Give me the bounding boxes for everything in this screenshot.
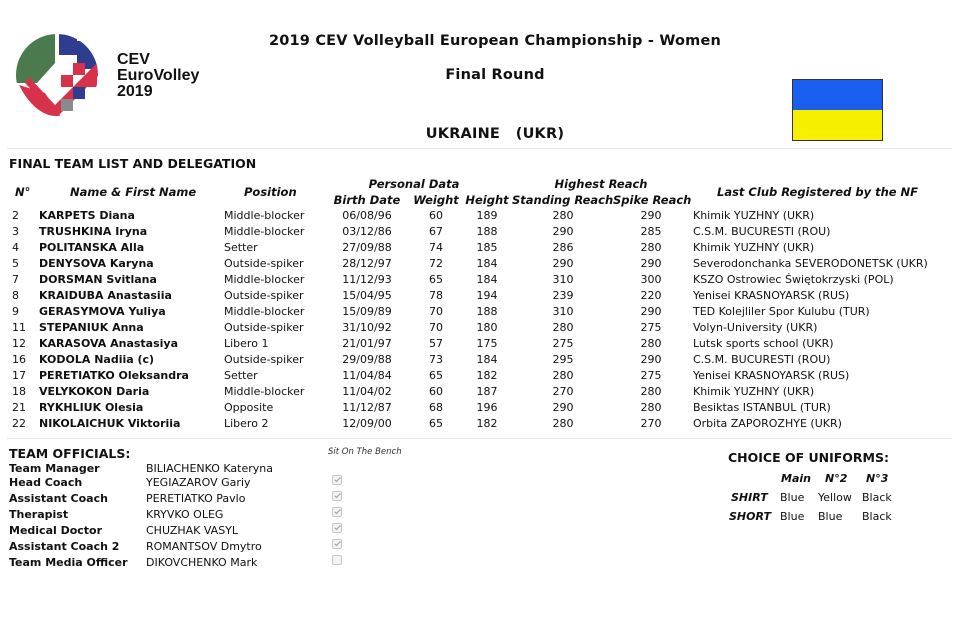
uniform-shirt-label: SHIRT: [731, 491, 768, 504]
player-name: KRAIDUBA Anastasiia: [39, 289, 172, 302]
player-standing-reach: 310: [552, 305, 574, 318]
official-role: Team Manager: [9, 462, 100, 475]
header-birth-date: Birth Date: [333, 193, 401, 207]
sit-on-bench-checkbox[interactable]: [332, 491, 342, 501]
player-birth-date: 03/12/86: [342, 225, 392, 238]
player-weight: 78: [429, 289, 443, 302]
player-number: 12: [12, 337, 26, 350]
header-standing-reach: Standing Reach: [512, 193, 614, 207]
player-name: KODOLA Nadiia (c): [39, 353, 155, 366]
table-row: [0, 384, 957, 400]
player-position: Libero 2: [224, 417, 269, 430]
player-weight: 70: [429, 305, 443, 318]
uniform-short-main: Blue: [780, 510, 805, 523]
player-weight: 65: [429, 273, 443, 286]
header-spike-reach: Spike Reach: [613, 193, 692, 207]
player-birth-date: 15/09/89: [342, 305, 392, 318]
player-standing-reach: 290: [552, 401, 574, 414]
player-birth-date: 11/04/02: [342, 385, 392, 398]
uniform-col-3: N°3: [866, 472, 889, 485]
player-standing-reach: 280: [552, 321, 574, 334]
official-role: Head Coach: [9, 476, 83, 489]
header-personal-data: Personal Data: [368, 177, 460, 191]
player-height: 188: [476, 305, 498, 318]
document-subtitle: Final Round: [445, 67, 545, 83]
player-weight: 67: [429, 225, 443, 238]
player-spike-reach: 300: [640, 273, 662, 286]
player-spike-reach: 220: [640, 289, 662, 302]
official-row: [0, 523, 500, 539]
sit-on-bench-checkbox[interactable]: [332, 555, 342, 565]
player-standing-reach: 286: [552, 241, 574, 254]
player-position: Libero 1: [224, 337, 269, 350]
player-name: KARASOVA Anastasiya: [39, 337, 179, 350]
player-spike-reach: 290: [640, 353, 662, 366]
player-name: KARPETS Diana: [39, 209, 135, 222]
player-birth-date: 12/09/00: [342, 417, 392, 430]
logo-text-line-3: 2019: [117, 83, 153, 100]
player-spike-reach: 280: [640, 385, 662, 398]
official-name: ROMANTSOV Dmytro: [146, 540, 262, 553]
player-birth-date: 11/12/93: [342, 273, 392, 286]
player-spike-reach: 290: [640, 257, 662, 270]
flag-yellow-stripe: [793, 110, 882, 140]
uniform-short-3: Black: [862, 510, 892, 523]
table-row: [0, 320, 957, 336]
player-position: Outside-spiker: [224, 353, 304, 366]
player-height: 196: [476, 401, 498, 414]
player-number: 7: [12, 273, 19, 286]
player-spike-reach: 285: [640, 225, 662, 238]
player-standing-reach: 295: [552, 353, 574, 366]
player-weight: 60: [429, 385, 443, 398]
player-number: 5: [12, 257, 19, 270]
table-row: [0, 288, 957, 304]
player-position: Outside-spiker: [224, 289, 304, 302]
player-height: 175: [476, 337, 498, 350]
player-number: 3: [12, 225, 19, 238]
player-number: 8: [12, 289, 19, 302]
player-club: Khimik YUZHNY (UKR): [693, 209, 815, 222]
player-height: 194: [476, 289, 498, 302]
player-club: Volyn-University (UKR): [693, 321, 818, 334]
team-name: UKRAINE (UKR): [425, 126, 565, 142]
official-name: BILIACHENKO Kateryna: [146, 462, 273, 475]
logo-text-line-1: CEV: [117, 51, 150, 68]
header-no: N°: [15, 185, 31, 199]
player-spike-reach: 275: [640, 321, 662, 334]
player-spike-reach: 280: [640, 401, 662, 414]
player-standing-reach: 239: [552, 289, 574, 302]
player-weight: 65: [429, 369, 443, 382]
player-name: VELYKOKON Daria: [39, 385, 150, 398]
player-height: 189: [476, 209, 498, 222]
player-name: STEPANIUK Anna: [39, 321, 144, 334]
player-weight: 68: [429, 401, 443, 414]
player-height: 187: [476, 385, 498, 398]
player-birth-date: 28/12/97: [342, 257, 392, 270]
player-number: 4: [12, 241, 19, 254]
cev-eurovolley-logo: [15, 33, 99, 117]
table-row: [0, 208, 957, 224]
official-row: [0, 539, 500, 555]
player-position: Middle-blocker: [224, 305, 305, 318]
player-number: 2: [12, 209, 19, 222]
player-height: 182: [476, 417, 498, 430]
player-standing-reach: 270: [552, 385, 574, 398]
official-row: [0, 475, 500, 491]
table-row: [0, 240, 957, 256]
player-club: TED Kolejliler Spor Kulubu (TUR): [693, 305, 870, 318]
player-standing-reach: 290: [552, 225, 574, 238]
official-name: PERETIATKO Pavlo: [146, 492, 246, 505]
player-weight: 65: [429, 417, 443, 430]
header-club: Last Club Registered by the NF: [717, 185, 919, 199]
uniform-shirt-main: Blue: [780, 491, 805, 504]
player-height: 185: [476, 241, 498, 254]
uniform-short-2: Blue: [818, 510, 843, 523]
player-club: Severodonchanka SEVERODONETSK (UKR): [693, 257, 928, 270]
player-club: C.S.M. BUCURESTI (ROU): [693, 225, 831, 238]
table-row: [0, 272, 957, 288]
player-position: Middle-blocker: [224, 209, 305, 222]
player-standing-reach: 280: [552, 369, 574, 382]
player-position: Outside-spiker: [224, 257, 304, 270]
player-club: Yenisei KRASNOYARSK (RUS): [693, 289, 850, 302]
player-club: Lutsk sports school (UKR): [693, 337, 834, 350]
uniform-shirt-2: Yellow: [818, 491, 852, 504]
player-position: Middle-blocker: [224, 225, 305, 238]
player-spike-reach: 290: [640, 305, 662, 318]
player-standing-reach: 280: [552, 417, 574, 430]
player-number: 18: [12, 385, 26, 398]
player-standing-reach: 310: [552, 273, 574, 286]
official-role: Assistant Coach 2: [9, 540, 120, 553]
uniforms-title: CHOICE OF UNIFORMS:: [728, 450, 889, 465]
table-row: [0, 368, 957, 384]
player-name: NIKOLAICHUK Viktoriia: [39, 417, 181, 430]
table-row: [0, 224, 957, 240]
player-weight: 70: [429, 321, 443, 334]
officials-title: TEAM OFFICIALS:: [9, 446, 131, 461]
official-role: Assistant Coach: [9, 492, 108, 505]
player-position: Setter: [224, 241, 258, 254]
player-club: Besiktas ISTANBUL (TUR): [693, 401, 831, 414]
player-weight: 57: [429, 337, 443, 350]
official-role: Team Media Officer: [9, 556, 128, 569]
sit-on-bench-checkbox[interactable]: [332, 475, 342, 485]
player-birth-date: 06/08/96: [342, 209, 392, 222]
player-position: Opposite: [224, 401, 274, 414]
header-position: Position: [244, 185, 297, 199]
player-name: DORSMAN Svitlana: [39, 273, 157, 286]
player-birth-date: 11/12/87: [342, 401, 392, 414]
player-spike-reach: 275: [640, 369, 662, 382]
player-weight: 60: [429, 209, 443, 222]
uniform-col-main: Main: [781, 472, 811, 485]
player-standing-reach: 290: [552, 257, 574, 270]
player-club: Orbita ZAPOROZHYE (UKR): [693, 417, 842, 430]
sit-on-bench-checkbox[interactable]: [332, 507, 342, 517]
player-position: Middle-blocker: [224, 385, 305, 398]
player-position: Outside-spiker: [224, 321, 304, 334]
player-height: 182: [476, 369, 498, 382]
section-title: FINAL TEAM LIST AND DELEGATION: [9, 156, 257, 171]
table-row: [0, 416, 957, 432]
player-club: KSZO Ostrowiec Świętokrzyski (POL): [693, 273, 894, 286]
table-row: [0, 400, 957, 416]
official-row: [0, 555, 500, 571]
player-weight: 72: [429, 257, 443, 270]
player-spike-reach: 280: [640, 241, 662, 254]
player-birth-date: 29/09/88: [342, 353, 392, 366]
player-height: 184: [476, 257, 498, 270]
player-weight: 73: [429, 353, 443, 366]
player-height: 184: [476, 273, 498, 286]
player-position: Setter: [224, 369, 258, 382]
player-position: Middle-blocker: [224, 273, 305, 286]
table-row: [0, 352, 957, 368]
header-height: Height: [465, 193, 509, 207]
uniform-col-2: N°2: [825, 472, 848, 485]
player-number: 11: [12, 321, 26, 334]
official-row: [0, 507, 500, 523]
table-row: [0, 256, 957, 272]
player-birth-date: 21/01/97: [342, 337, 392, 350]
player-number: 17: [12, 369, 26, 382]
flag-blue-stripe: [793, 80, 882, 110]
player-club: C.S.M. BUCURESTI (ROU): [693, 353, 831, 366]
header-highest-reach: Highest Reach: [554, 177, 648, 191]
official-name: CHUZHAK VASYL: [146, 524, 239, 537]
sit-on-bench-checkbox[interactable]: [332, 523, 342, 533]
player-club: Khimik YUZHNY (UKR): [693, 385, 815, 398]
player-height: 184: [476, 353, 498, 366]
official-row: [0, 491, 500, 507]
player-height: 180: [476, 321, 498, 334]
official-name: YEGIAZAROV Gariy: [146, 476, 251, 489]
player-birth-date: 31/10/92: [342, 321, 392, 334]
ukraine-flag: [792, 79, 883, 141]
player-birth-date: 15/04/95: [342, 289, 392, 302]
player-height: 188: [476, 225, 498, 238]
player-number: 21: [12, 401, 26, 414]
player-name: RYKHLIUK Olesia: [39, 401, 144, 414]
header-name: Name & First Name: [70, 185, 197, 199]
player-club: Khimik YUZHNY (UKR): [693, 241, 815, 254]
uniform-shirt-3: Black: [862, 491, 892, 504]
uniform-short-label: SHORT: [729, 510, 771, 523]
official-role: Medical Doctor: [9, 524, 103, 537]
player-name: TRUSHKINA Iryna: [39, 225, 148, 238]
player-name: DENYSOVA Karyna: [39, 257, 154, 270]
player-name: POLITANSKA Alla: [39, 241, 145, 254]
player-spike-reach: 270: [640, 417, 662, 430]
bench-label: Sit On The Bench: [328, 447, 402, 457]
table-row: [0, 304, 957, 320]
player-number: 22: [12, 417, 26, 430]
official-name: KRYVKO OLEG: [146, 508, 224, 521]
divider: [7, 148, 952, 149]
player-standing-reach: 280: [552, 209, 574, 222]
player-name: GERASYMOVA Yuliya: [39, 305, 166, 318]
header-weight: Weight: [413, 193, 459, 207]
player-birth-date: 11/04/84: [342, 369, 392, 382]
player-spike-reach: 280: [640, 337, 662, 350]
table-row: [0, 336, 957, 352]
official-name: DIKOVCHENKO Mark: [146, 556, 258, 569]
official-role: Therapist: [9, 508, 69, 521]
player-name: PERETIATKO Oleksandra: [39, 369, 189, 382]
player-club: Yenisei KRASNOYARSK (RUS): [693, 369, 850, 382]
document-title: 2019 CEV Volleyball European Championship - Women: [268, 33, 722, 49]
player-number: 16: [12, 353, 26, 366]
eurovolley-emblem-icon: [15, 33, 99, 117]
player-birth-date: 27/09/88: [342, 241, 392, 254]
divider: [7, 438, 952, 439]
player-weight: 74: [429, 241, 443, 254]
player-standing-reach: 275: [552, 337, 574, 350]
player-spike-reach: 290: [640, 209, 662, 222]
sit-on-bench-checkbox[interactable]: [332, 539, 342, 549]
player-number: 9: [12, 305, 19, 318]
logo-text-line-2: EuroVolley: [117, 67, 200, 84]
